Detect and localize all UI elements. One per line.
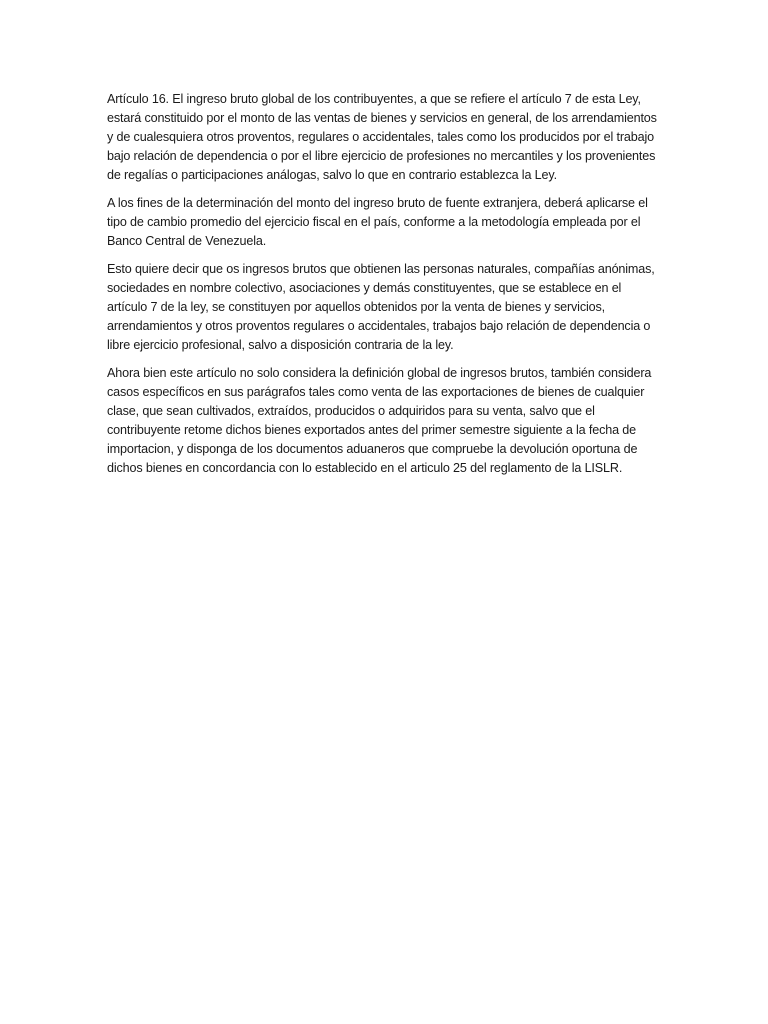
document-body <box>107 90 662 487</box>
paragraph-specific-cases: Ahora bien este artículo no solo considera la definición global de ingresos brutos, también considera casos específicos en sus parágrafos tales como venta de las exportaciones de bienes de cualquier clase, que sean cultivados, extraídos, producidos o adquiridos para su venta, salvo que el contribuyente retome dichos bienes exportados antes del primer semestre siguiente a la fecha de importacion, y disponga de los documentos aduaneros que compruebe la devolución oportuna de dichos bienes en concordancia con lo establecido en el articulo 25 del reglamento de la LISLR. <box>107 366 652 475</box>
paragraph-foreign-income: A los fines de la determinación del monto del ingreso bruto de fuente extranjera, deberá aplicarse el tipo de cambio promedio del ejercicio fiscal en el país, conforme a la metodología empleada por el Banco Central de Venezuela. <box>107 196 648 248</box>
paragraph-article-16: Artículo 16. El ingreso bruto global de los contribuyentes, a que se refiere el artículo 7 de esta Ley, estará constituido por el monto de las ventas de bienes y servicios en general, de los arrendamientos y de cualesquiera otros proventos, regulares o accidentales, tales como los producidos por el trabajo bajo relación de dependencia o por el libre ejercicio de profesiones no mercantiles y los provenientes de regalías o participaciones análogas, salvo lo que en contrario establezca la Ley. <box>107 92 657 182</box>
paragraph-explanation: Esto quiere decir que os ingresos brutos que obtienen las personas naturales, compañías anónimas, sociedades en nombre colectivo, asociaciones y demás constituyentes, que se establece en el artículo 7 de la ley, se constituyen por aquellos obtenidos por la venta de bienes y servicios, arrendamientos y otros proventos regulares o accidentales, trabajos bajo relación de dependencia o libre ejercicio profesional, salvo a disposición contraria de la ley. <box>107 262 655 352</box>
